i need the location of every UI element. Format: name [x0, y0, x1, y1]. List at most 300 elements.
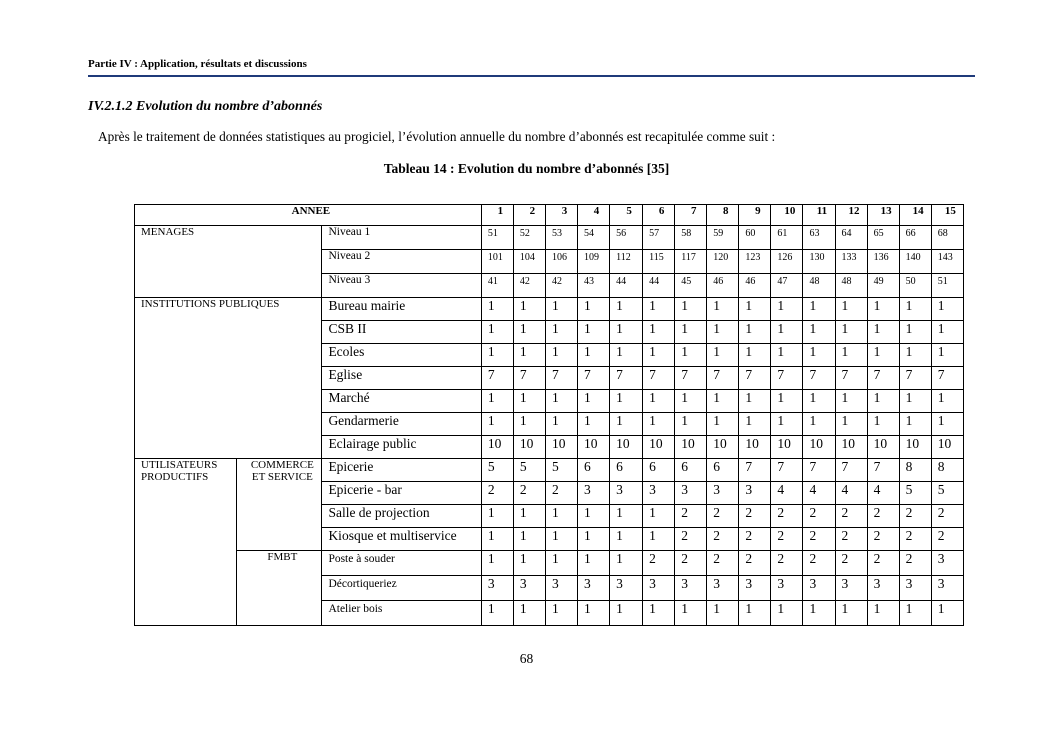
value-cell: 2: [771, 505, 803, 528]
value-cell: 10: [481, 436, 513, 459]
value-cell: 1: [610, 321, 643, 344]
value-cell: 1: [643, 344, 675, 367]
value-cell: 1: [867, 413, 899, 436]
value-cell: 3: [675, 482, 707, 505]
value-cell: 1: [931, 390, 963, 413]
table-header-row: [135, 205, 964, 226]
value-cell: 2: [835, 551, 867, 576]
value-cell: 3: [867, 576, 899, 601]
value-cell: 1: [803, 601, 835, 626]
value-cell: 130: [803, 250, 835, 274]
value-cell: 7: [739, 459, 771, 482]
value-cell: 1: [931, 298, 963, 321]
value-cell: 1: [545, 601, 577, 626]
value-cell: 44: [610, 274, 643, 298]
group-menages: MENAGES: [135, 226, 322, 298]
year-header-5: 5: [610, 205, 643, 226]
value-cell: 1: [899, 413, 931, 436]
value-cell: 10: [899, 436, 931, 459]
value-cell: 1: [481, 601, 513, 626]
year-header-cell: ANNEE: [135, 205, 482, 226]
value-cell: 10: [835, 436, 867, 459]
year-header-10: 10: [771, 205, 803, 226]
value-cell: 115: [643, 250, 675, 274]
value-cell: 1: [803, 390, 835, 413]
value-cell: 66: [899, 226, 931, 250]
value-cell: 3: [931, 576, 963, 601]
value-cell: 56: [610, 226, 643, 250]
value-cell: 112: [610, 250, 643, 274]
row-label: Décortiqueriez: [322, 576, 481, 601]
year-header-9: 9: [739, 205, 771, 226]
value-cell: 48: [835, 274, 867, 298]
value-cell: 2: [513, 482, 545, 505]
value-cell: 1: [931, 321, 963, 344]
value-cell: 1: [610, 390, 643, 413]
section-title: IV.2.1.2 Evolution du nombre d’abonnés: [88, 99, 323, 114]
header-rule: [88, 75, 975, 77]
value-cell: 4: [803, 482, 835, 505]
value-cell: 1: [643, 505, 675, 528]
value-cell: 1: [545, 413, 577, 436]
value-cell: 3: [899, 576, 931, 601]
value-cell: 2: [707, 528, 739, 551]
value-cell: 1: [707, 390, 739, 413]
value-cell: 1: [513, 601, 545, 626]
value-cell: 10: [707, 436, 739, 459]
value-cell: 1: [835, 344, 867, 367]
value-cell: 2: [481, 482, 513, 505]
value-cell: 43: [578, 274, 610, 298]
value-cell: 4: [835, 482, 867, 505]
value-cell: 61: [771, 226, 803, 250]
value-cell: 10: [578, 436, 610, 459]
value-cell: 1: [835, 390, 867, 413]
value-cell: 3: [513, 576, 545, 601]
value-cell: 1: [643, 413, 675, 436]
value-cell: 3: [545, 576, 577, 601]
value-cell: 1: [771, 601, 803, 626]
value-cell: 7: [867, 367, 899, 390]
value-cell: 2: [803, 528, 835, 551]
value-cell: 3: [835, 576, 867, 601]
value-cell: 7: [578, 367, 610, 390]
value-cell: 1: [771, 321, 803, 344]
value-cell: 49: [867, 274, 899, 298]
value-cell: 2: [899, 528, 931, 551]
value-cell: 6: [707, 459, 739, 482]
value-cell: 3: [675, 576, 707, 601]
value-cell: 1: [899, 344, 931, 367]
value-cell: 59: [707, 226, 739, 250]
value-cell: 2: [867, 505, 899, 528]
value-cell: 42: [513, 274, 545, 298]
value-cell: 51: [481, 226, 513, 250]
year-header-6: 6: [643, 205, 675, 226]
value-cell: 7: [771, 459, 803, 482]
year-header-4: 4: [578, 205, 610, 226]
value-cell: 1: [899, 321, 931, 344]
value-cell: 2: [867, 551, 899, 576]
value-cell: 1: [578, 528, 610, 551]
value-cell: 7: [545, 367, 577, 390]
value-cell: 65: [867, 226, 899, 250]
year-header-11: 11: [803, 205, 835, 226]
row-label: CSB II: [322, 321, 481, 344]
row-label: Gendarmerie: [322, 413, 481, 436]
value-cell: 6: [675, 459, 707, 482]
value-cell: 1: [513, 505, 545, 528]
value-cell: 1: [545, 551, 577, 576]
year-header-7: 7: [675, 205, 707, 226]
value-cell: 1: [707, 321, 739, 344]
value-cell: 7: [481, 367, 513, 390]
row-label: Niveau 1: [322, 226, 481, 250]
value-cell: 5: [545, 459, 577, 482]
value-cell: 1: [931, 601, 963, 626]
value-cell: 3: [707, 576, 739, 601]
row-label: Salle de projection: [322, 505, 481, 528]
value-cell: 41: [481, 274, 513, 298]
value-cell: 2: [803, 551, 835, 576]
subscribers-table: [134, 204, 964, 626]
value-cell: 53: [545, 226, 577, 250]
page-header: Partie IV : Application, résultats et discussions: [88, 58, 307, 70]
value-cell: 1: [931, 413, 963, 436]
value-cell: 10: [803, 436, 835, 459]
value-cell: 1: [513, 298, 545, 321]
value-cell: 1: [643, 298, 675, 321]
value-cell: 50: [899, 274, 931, 298]
value-cell: 2: [643, 551, 675, 576]
value-cell: 1: [643, 528, 675, 551]
value-cell: 1: [899, 601, 931, 626]
value-cell: 1: [481, 390, 513, 413]
value-cell: 1: [835, 413, 867, 436]
table-caption: Tableau 14 : Evolution du nombre d’abonnés [35]: [383, 161, 670, 176]
value-cell: 3: [610, 576, 643, 601]
value-cell: 1: [545, 344, 577, 367]
value-cell: 1: [545, 505, 577, 528]
value-cell: 1: [771, 298, 803, 321]
value-cell: 3: [643, 576, 675, 601]
value-cell: 1: [739, 390, 771, 413]
value-cell: 2: [739, 505, 771, 528]
value-cell: 2: [675, 528, 707, 551]
value-cell: 1: [513, 390, 545, 413]
year-header-14: 14: [899, 205, 931, 226]
value-cell: 60: [739, 226, 771, 250]
value-cell: 143: [931, 250, 963, 274]
value-cell: 7: [643, 367, 675, 390]
value-cell: 1: [771, 390, 803, 413]
value-cell: 5: [481, 459, 513, 482]
value-cell: 10: [513, 436, 545, 459]
year-header-8: 8: [707, 205, 739, 226]
value-cell: 68: [931, 226, 963, 250]
value-cell: 2: [675, 505, 707, 528]
value-cell: 1: [739, 413, 771, 436]
value-cell: 3: [931, 551, 963, 576]
value-cell: 1: [803, 298, 835, 321]
page-number: 68: [519, 651, 534, 666]
value-cell: 3: [481, 576, 513, 601]
value-cell: 1: [545, 298, 577, 321]
value-cell: 101: [481, 250, 513, 274]
value-cell: 46: [739, 274, 771, 298]
value-cell: 1: [578, 413, 610, 436]
value-cell: 1: [481, 298, 513, 321]
value-cell: 3: [578, 482, 610, 505]
group-productifs: UTILISATEURS PRODUCTIFS: [135, 459, 237, 626]
value-cell: 1: [675, 390, 707, 413]
value-cell: 1: [578, 601, 610, 626]
value-cell: 1: [610, 601, 643, 626]
value-cell: 3: [739, 576, 771, 601]
value-cell: 10: [610, 436, 643, 459]
value-cell: 7: [835, 459, 867, 482]
value-cell: 1: [835, 298, 867, 321]
value-cell: 58: [675, 226, 707, 250]
value-cell: 2: [899, 551, 931, 576]
value-cell: 10: [545, 436, 577, 459]
value-cell: 6: [610, 459, 643, 482]
value-cell: 10: [739, 436, 771, 459]
value-cell: 1: [578, 298, 610, 321]
value-cell: 1: [739, 344, 771, 367]
value-cell: 1: [707, 344, 739, 367]
value-cell: 1: [578, 344, 610, 367]
value-cell: 2: [835, 528, 867, 551]
table-row: [135, 298, 964, 321]
value-cell: 54: [578, 226, 610, 250]
year-header-12: 12: [835, 205, 867, 226]
value-cell: 7: [835, 367, 867, 390]
value-cell: 2: [803, 505, 835, 528]
value-cell: 1: [867, 601, 899, 626]
row-label: Bureau mairie: [322, 298, 481, 321]
value-cell: 1: [675, 601, 707, 626]
value-cell: 1: [771, 413, 803, 436]
row-label: Eglise: [322, 367, 481, 390]
group-institutions: INSTITUTIONS PUBLIQUES: [135, 298, 322, 459]
value-cell: 7: [771, 367, 803, 390]
value-cell: 1: [610, 551, 643, 576]
value-cell: 1: [610, 528, 643, 551]
year-header-3: 3: [545, 205, 577, 226]
value-cell: 2: [771, 528, 803, 551]
value-cell: 123: [739, 250, 771, 274]
value-cell: 1: [643, 601, 675, 626]
value-cell: 7: [899, 367, 931, 390]
year-header-13: 13: [867, 205, 899, 226]
value-cell: 2: [739, 551, 771, 576]
value-cell: 7: [513, 367, 545, 390]
value-cell: 1: [481, 344, 513, 367]
row-label: Marché: [322, 390, 481, 413]
value-cell: 1: [513, 413, 545, 436]
value-cell: 1: [481, 505, 513, 528]
value-cell: 1: [707, 601, 739, 626]
value-cell: 1: [675, 321, 707, 344]
row-label: Kiosque et multiservice: [322, 528, 481, 551]
value-cell: 2: [675, 551, 707, 576]
row-label: Atelier bois: [322, 601, 481, 626]
value-cell: 1: [739, 298, 771, 321]
value-cell: 10: [931, 436, 963, 459]
value-cell: 52: [513, 226, 545, 250]
value-cell: 5: [513, 459, 545, 482]
value-cell: 1: [707, 413, 739, 436]
value-cell: 4: [867, 482, 899, 505]
value-cell: 126: [771, 250, 803, 274]
value-cell: 1: [643, 390, 675, 413]
value-cell: 3: [803, 576, 835, 601]
table-row: [135, 226, 964, 250]
value-cell: 1: [481, 551, 513, 576]
value-cell: 1: [545, 321, 577, 344]
value-cell: 64: [835, 226, 867, 250]
row-label: Ecoles: [322, 344, 481, 367]
value-cell: 3: [739, 482, 771, 505]
value-cell: 1: [675, 413, 707, 436]
value-cell: 44: [643, 274, 675, 298]
value-cell: 1: [739, 601, 771, 626]
value-cell: 4: [771, 482, 803, 505]
value-cell: 1: [545, 528, 577, 551]
row-label: Poste à souder: [322, 551, 481, 576]
value-cell: 1: [707, 298, 739, 321]
value-cell: 5: [931, 482, 963, 505]
value-cell: 1: [513, 551, 545, 576]
value-cell: 42: [545, 274, 577, 298]
value-cell: 1: [610, 505, 643, 528]
value-cell: 8: [931, 459, 963, 482]
value-cell: 1: [803, 344, 835, 367]
value-cell: 8: [899, 459, 931, 482]
value-cell: 133: [835, 250, 867, 274]
value-cell: 2: [899, 505, 931, 528]
year-header-2: 2: [513, 205, 545, 226]
value-cell: 1: [578, 505, 610, 528]
value-cell: 10: [643, 436, 675, 459]
value-cell: 10: [675, 436, 707, 459]
value-cell: 1: [513, 321, 545, 344]
value-cell: 2: [867, 528, 899, 551]
value-cell: 3: [771, 576, 803, 601]
value-cell: 1: [578, 390, 610, 413]
value-cell: 48: [803, 274, 835, 298]
value-cell: 1: [867, 344, 899, 367]
value-cell: 106: [545, 250, 577, 274]
value-cell: 6: [643, 459, 675, 482]
value-cell: 1: [931, 344, 963, 367]
value-cell: 51: [931, 274, 963, 298]
value-cell: 1: [643, 321, 675, 344]
value-cell: 3: [707, 482, 739, 505]
value-cell: 3: [643, 482, 675, 505]
year-header-1: 1: [481, 205, 513, 226]
value-cell: 117: [675, 250, 707, 274]
value-cell: 2: [707, 505, 739, 528]
value-cell: 1: [578, 321, 610, 344]
value-cell: 7: [803, 459, 835, 482]
value-cell: 2: [931, 528, 963, 551]
value-cell: 136: [867, 250, 899, 274]
value-cell: 109: [578, 250, 610, 274]
intro-paragraph: Après le traitement de données statistiques au progiciel, l’évolution annuelle du nombre d’abonnés est recapitulée comme suit :: [98, 129, 776, 144]
subgroup-commerce: COMMERCE ET SERVICE: [237, 459, 322, 551]
value-cell: 1: [867, 321, 899, 344]
value-cell: 1: [739, 321, 771, 344]
value-cell: 7: [803, 367, 835, 390]
value-cell: 1: [675, 298, 707, 321]
value-cell: 1: [899, 390, 931, 413]
value-cell: 1: [867, 298, 899, 321]
value-cell: 3: [610, 482, 643, 505]
table-row: [135, 551, 964, 576]
row-label: Epicerie - bar: [322, 482, 481, 505]
value-cell: 7: [707, 367, 739, 390]
row-label: Epicerie: [322, 459, 481, 482]
subgroup-fmbt: FMBT: [237, 551, 322, 626]
value-cell: 7: [610, 367, 643, 390]
value-cell: 1: [610, 344, 643, 367]
value-cell: 2: [545, 482, 577, 505]
value-cell: 7: [675, 367, 707, 390]
value-cell: 2: [835, 505, 867, 528]
value-cell: 63: [803, 226, 835, 250]
value-cell: 1: [610, 298, 643, 321]
value-cell: 1: [545, 390, 577, 413]
value-cell: 2: [739, 528, 771, 551]
value-cell: 2: [707, 551, 739, 576]
value-cell: 1: [513, 344, 545, 367]
value-cell: 7: [739, 367, 771, 390]
value-cell: 120: [707, 250, 739, 274]
value-cell: 1: [835, 321, 867, 344]
value-cell: 1: [803, 413, 835, 436]
value-cell: 1: [578, 551, 610, 576]
value-cell: 7: [931, 367, 963, 390]
value-cell: 10: [867, 436, 899, 459]
value-cell: 45: [675, 274, 707, 298]
value-cell: 1: [513, 528, 545, 551]
value-cell: 1: [771, 344, 803, 367]
value-cell: 6: [578, 459, 610, 482]
value-cell: 1: [899, 298, 931, 321]
value-cell: 7: [867, 459, 899, 482]
value-cell: 2: [771, 551, 803, 576]
value-cell: 10: [771, 436, 803, 459]
table-row: [135, 459, 964, 482]
value-cell: 47: [771, 274, 803, 298]
value-cell: 1: [610, 413, 643, 436]
value-cell: 5: [899, 482, 931, 505]
value-cell: 1: [867, 390, 899, 413]
row-label: Eclairage public: [322, 436, 481, 459]
value-cell: 140: [899, 250, 931, 274]
row-label: Niveau 2: [322, 250, 481, 274]
value-cell: 57: [643, 226, 675, 250]
year-header-15: 15: [931, 205, 963, 226]
value-cell: 1: [835, 601, 867, 626]
value-cell: 1: [481, 321, 513, 344]
value-cell: 104: [513, 250, 545, 274]
value-cell: 1: [675, 344, 707, 367]
row-label: Niveau 3: [322, 274, 481, 298]
value-cell: 1: [481, 413, 513, 436]
